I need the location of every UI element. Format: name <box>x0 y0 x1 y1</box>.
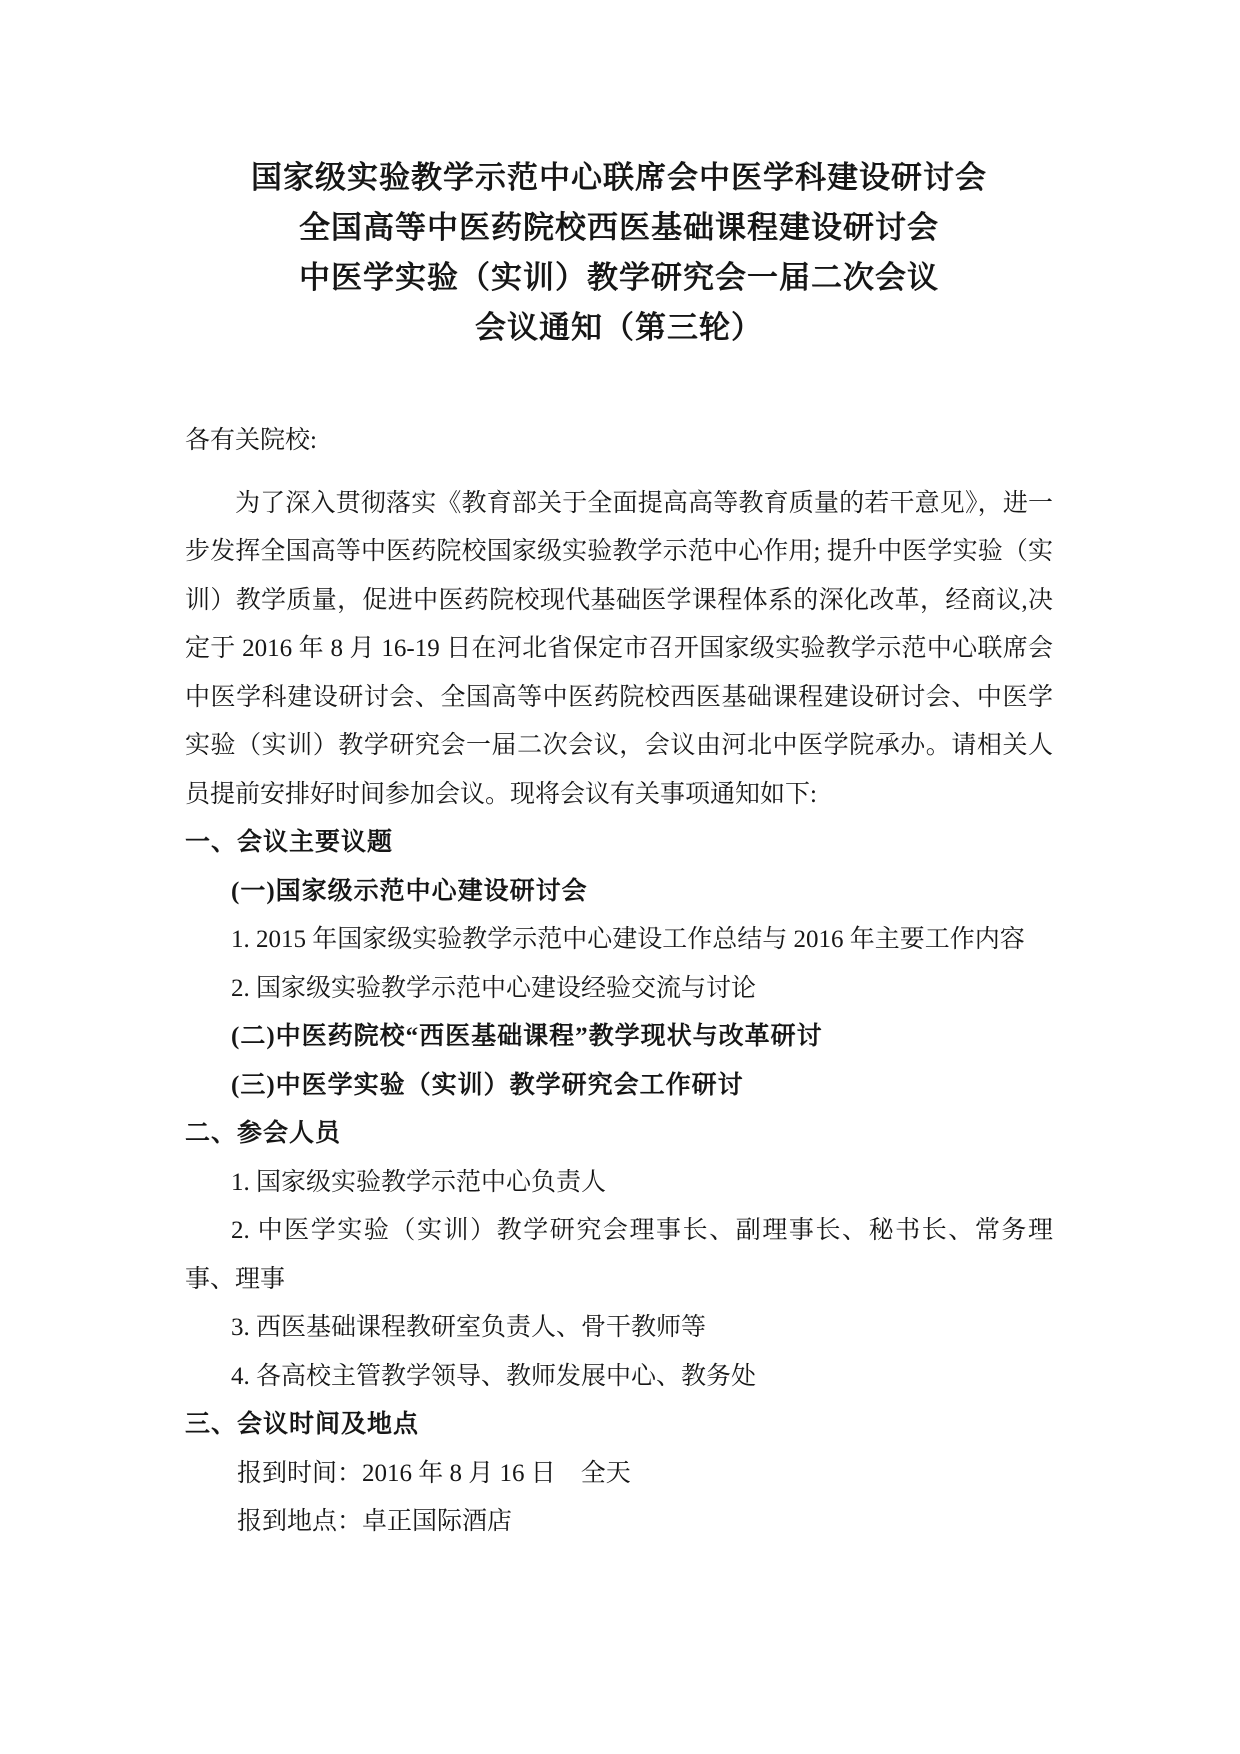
section-2-item-2: 2. 中医学实验（实训）教学研究会理事长、副理事长、秘书长、常务理事、理事 <box>185 1217 1053 1293</box>
intro-paragraph: 为了深入贯彻落实《教育部关于全面提高高等教育质量的若干意见》，进一步发挥全国高等中医药院校国家级实验教学示范中心作用; 提升中医学实验（实训）教学质量，促进中医药院校现代基础医学课程体系的深化改革，经商议,决定于 2016 年 8 月 16-19 日在河北省保定市召开国家级实验教学示范中心联席会中医学科建设研讨会、全国高等中医药院校西医基础课程建设研讨会、中医学实验（实训）教学研究会一届二次会议，会议由河北中医学院承办。请相关人员提前安排好时间参加会议。现将会议有关事项通知如下: <box>185 489 1053 808</box>
title-line-2: 全国高等中医药院校西医基础课程建设研讨会 <box>299 210 939 245</box>
section-1-heading: 一、会议主要议题 <box>185 829 394 856</box>
registration-place: 报到地点：卓正国际酒店 <box>237 1508 513 1535</box>
title-line-1: 国家级实验教学示范中心联席会中医学科建设研讨会 <box>251 160 987 195</box>
section-2-item-4: 4. 各高校主管教学领导、教师发展中心、教务处 <box>231 1362 757 1390</box>
section-1-subheading-2: (二)中医药院校“西医基础课程”教学现状与改革研讨 <box>231 1023 823 1050</box>
section-2-item-1: 1. 国家级实验教学示范中心负责人 <box>231 1168 607 1196</box>
title-line-3: 中医学实验（实训）教学研究会一届二次会议 <box>299 260 939 295</box>
section-1-subheading-1: (一)国家级示范中心建设研讨会 <box>231 877 588 905</box>
title-line-4: 会议通知（第三轮） <box>475 310 763 345</box>
section-1-item-2: 2. 国家级实验教学示范中心建设经验交流与讨论 <box>231 974 757 1002</box>
section-2-item-3: 3. 西医基础课程教研室负责人、骨干教师等 <box>231 1314 707 1341</box>
section-1-item-1: 1. 2015 年国家级实验教学示范中心建设工作总结与 2016 年主要工作内容 <box>231 926 1025 953</box>
salutation: 各有关院校: <box>185 427 317 454</box>
section-1-subheading-3: (三)中医学实验（实训）教学研究会工作研讨 <box>231 1071 744 1099</box>
section-3-heading: 三、会议时间及地点 <box>185 1411 420 1438</box>
section-2-heading: 二、参会人员 <box>185 1120 342 1147</box>
registration-time: 报到时间：2016 年 8 月 16 日 全天 <box>237 1459 631 1487</box>
document-title <box>185 153 1053 353</box>
